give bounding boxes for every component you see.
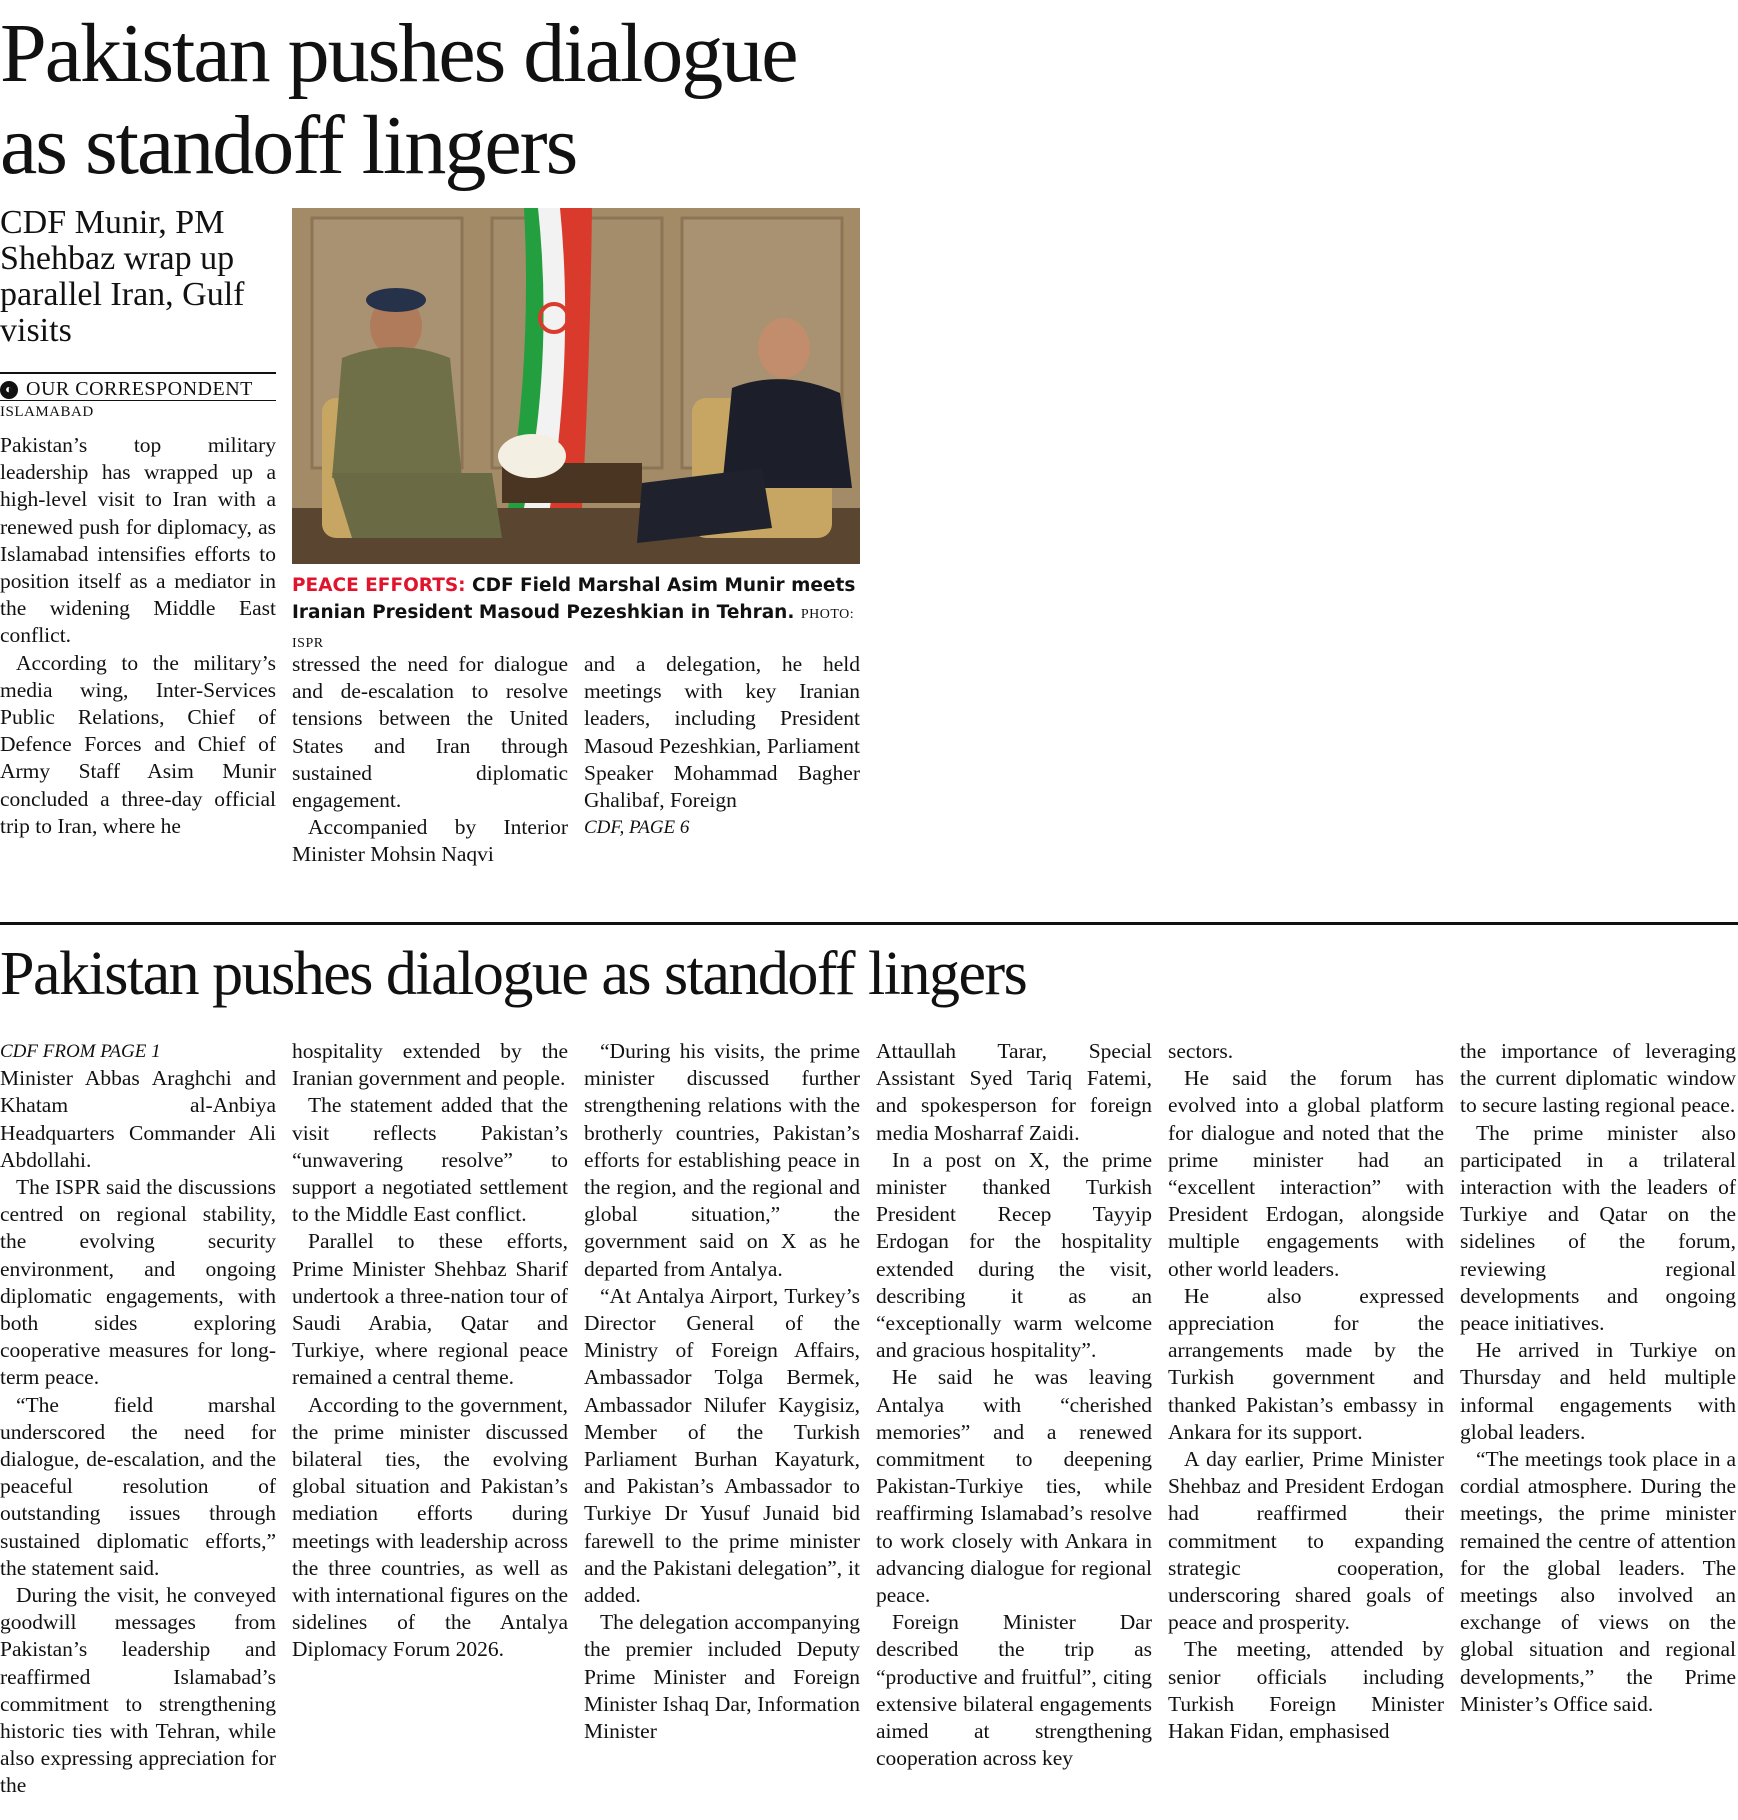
paragraph: and a delegation, he held meetings with key Iranian leaders, including President Masoud Pezeshkian, Parliament Speaker Mohammad Bagher Ghalibaf, Foreign [584, 652, 860, 813]
paragraph: The ISPR said the discussions centred on regional stability, the evolving security environment, and ongoing diplomatic engagements, with both sides exploring cooperative measures for long-term peace. [0, 1175, 276, 1390]
paragraph: According to the government, the prime minister discussed bilateral ties, the evolving global situation and Pakistan’s mediation efforts during meetings with leadership across the three countries, as well as with international figures on the sidelines of the Antalya Diplomacy Forum 2026. [292, 1392, 568, 1662]
paragraph: He arrived in Turkiye on Thursday and held multiple informal engagements with global leaders. [1460, 1338, 1736, 1444]
paragraph: “The field marshal underscored the need for dialogue, de-escalation, and the peaceful resolution of outstanding issues through sustained diplomatic efforts,” the statement said. [0, 1392, 276, 1580]
paragraph: A day earlier, Prime Minister Shehbaz and President Erdogan had reaffirmed their commitment to expanding strategic cooperation, underscoring shared goals of peace and prosperity. [1168, 1447, 1444, 1635]
paragraph: Accompanied by Interior Minister Mohsin Naqvi [292, 815, 568, 867]
top-headline: Pakistan pushes dialogue as standoff lingers [0, 7, 797, 192]
jump-line: CDF, PAGE 6 [584, 817, 690, 839]
news-photo [292, 208, 860, 564]
paragraph: Parallel to these efforts, Prime Minister Shehbaz Sharif undertook a three-nation tour of Saudi Arabia, Qatar and Turkiye, where regional peace remained a central theme. [292, 1229, 568, 1390]
paragraph: “During his visits, the prime minister discussed further strengthening relations with the brotherly countries, Pakistan’s efforts for establishing peace in the region, and the regional and global situation,” the government said on X as he departed from Antalya. [584, 1039, 860, 1281]
bottom-column-6 [1460, 1038, 1736, 1718]
paragraph: Minister Abbas Araghchi and Khatam al-Anbiya Headquarters Commander Ali Abdollahi. [0, 1066, 276, 1172]
paragraph: Attaullah Tarar, Special Assistant Syed Tariq Fatemi, and spokesperson for foreign media Mosharraf Zaidi. [876, 1039, 1152, 1145]
paragraph: The delegation accompanying the premier included Deputy Prime Minister and Foreign Minister Ishaq Dar, Information Minister [584, 1610, 860, 1744]
top-column-3 [584, 651, 860, 841]
paragraph: stressed the need for dialogue and de-escalation to resolve tensions between the United States and Iran through sustained diplomatic engagement. [292, 652, 568, 813]
meeting-photo-illustration [292, 208, 860, 564]
byline-rule [0, 400, 276, 401]
paragraph: He also expressed appreciation for the arrangements made by the Turkish government and thanked Pakistan’s embassy in Ankara for its support. [1168, 1283, 1444, 1444]
paragraph: Foreign Minister Dar described the trip as “productive and fruitful”, citing extensive bilateral engagements aimed at strengthening cooperation across key [876, 1610, 1152, 1771]
paragraph: During the visit, he conveyed goodwill messages from Pakistan’s leadership and reaffirmed Islamabad’s commitment to strengthening historic ties with Tehran, while also expressing appreciation for the [0, 1583, 276, 1798]
caption-kicker: PEACE EFFORTS: [292, 575, 466, 596]
paragraph: The statement added that the visit reflects Pakistan’s “unwavering resolve” to support a negotiated settlement to the Middle East conflict. [292, 1093, 568, 1227]
byline [0, 372, 276, 401]
top-column-2 [292, 651, 568, 869]
bottom-column-2 [292, 1038, 568, 1664]
photo-credit: PHOTO: ISPR [292, 607, 855, 651]
paragraph: sectors. [1168, 1039, 1234, 1063]
paragraph: Pakistan’s top military leadership has wrapped up a high-level visit to Iran with a renewed push for diplomacy, as Islamabad intensifies efforts to position itself as a mediator in the widening Middle East conflict. [0, 433, 276, 648]
top-column-1 [0, 432, 276, 840]
section-divider [0, 922, 1738, 925]
paragraph: hospitality extended by the Iranian government and people. [292, 1039, 568, 1091]
paragraph: According to the military’s media wing, Inter-Services Public Relations, Chief of Defence Forces and Chief of Army Staff Asim Munir concluded a three-day official trip to Iran, where he [0, 650, 276, 838]
paragraph: He said he was leaving Antalya with “cherished memories” and a renewed commitment to deepening Pakistan-Turkiye ties, while reaffirming Islamabad’s resolve to work closely with Ankara in advancing dialogue for regional peace. [876, 1365, 1152, 1608]
paragraph: “The meetings took place in a cordial atmosphere. During the meetings, the prime minister remained the centre of attention for the global leaders. The meetings also involved an exchange of views on the global situation and regional developments,” the Prime Minister’s Office said. [1460, 1447, 1736, 1716]
bottom-column-3 [584, 1038, 860, 1745]
paragraph: The meeting, attended by senior officials including Turkish Foreign Minister Hakan Fidan, emphasised [1168, 1637, 1444, 1744]
paragraph: He said the forum has evolved into a global platform for dialogue and noted that the prime minister had an “excellent interaction” with President Erdogan, alongside multiple engagements with other world leaders. [1168, 1066, 1444, 1281]
subheadline: CDF Munir, PM Shehbaz wrap up parallel Iran, Gulf visits [0, 204, 245, 349]
newspaper-logo-icon: ◐ [0, 381, 18, 399]
paragraph: “At Antalya Airport, Turkey’s Director General of the Ministry of Foreign Affairs, Ambassador Tolga Bermek, Ambassador Nilufer Kaygisiz, Member of the Turkish Parliament Burhan Kayaturk, and Pakistan’s Ambassador to Turkiye Dr Yusuf Junaid bid farewell to the prime minister and the Pakistani delegation”, it added. [584, 1283, 860, 1608]
photo-caption [292, 572, 862, 657]
bottom-column-1 [0, 1038, 276, 1800]
bottom-column-4 [876, 1038, 1152, 1772]
caption-text: CDF Field Marshal Asim Munir meets Iranian President Masoud Pezeshkian in Tehran. [292, 575, 856, 623]
paragraph: the importance of leveraging the current diplomatic window to secure lasting regional peace. [1460, 1039, 1736, 1118]
continuation-headline: Pakistan pushes dialogue as standoff lingers [0, 940, 1027, 1008]
paragraph: In a post on X, the prime minister thanked Turkish President Recep Tayyip Erdogan for the hospitality extended during the visit, describing it as an “exceptionally warm welcome and gracious hospitality”. [876, 1147, 1152, 1363]
bottom-column-5 [1168, 1038, 1444, 1745]
byline-text: OUR CORRESPONDENT [26, 378, 253, 400]
dateline: ISLAMABAD [0, 404, 94, 420]
paragraph: The prime minister also participated in a trilateral interaction with the leaders of Turkiye and Qatar on the sidelines of the forum, reviewing regional developments and ongoing peace initiatives. [1460, 1120, 1736, 1336]
jump-line: CDF FROM PAGE 1 [0, 1041, 161, 1062]
